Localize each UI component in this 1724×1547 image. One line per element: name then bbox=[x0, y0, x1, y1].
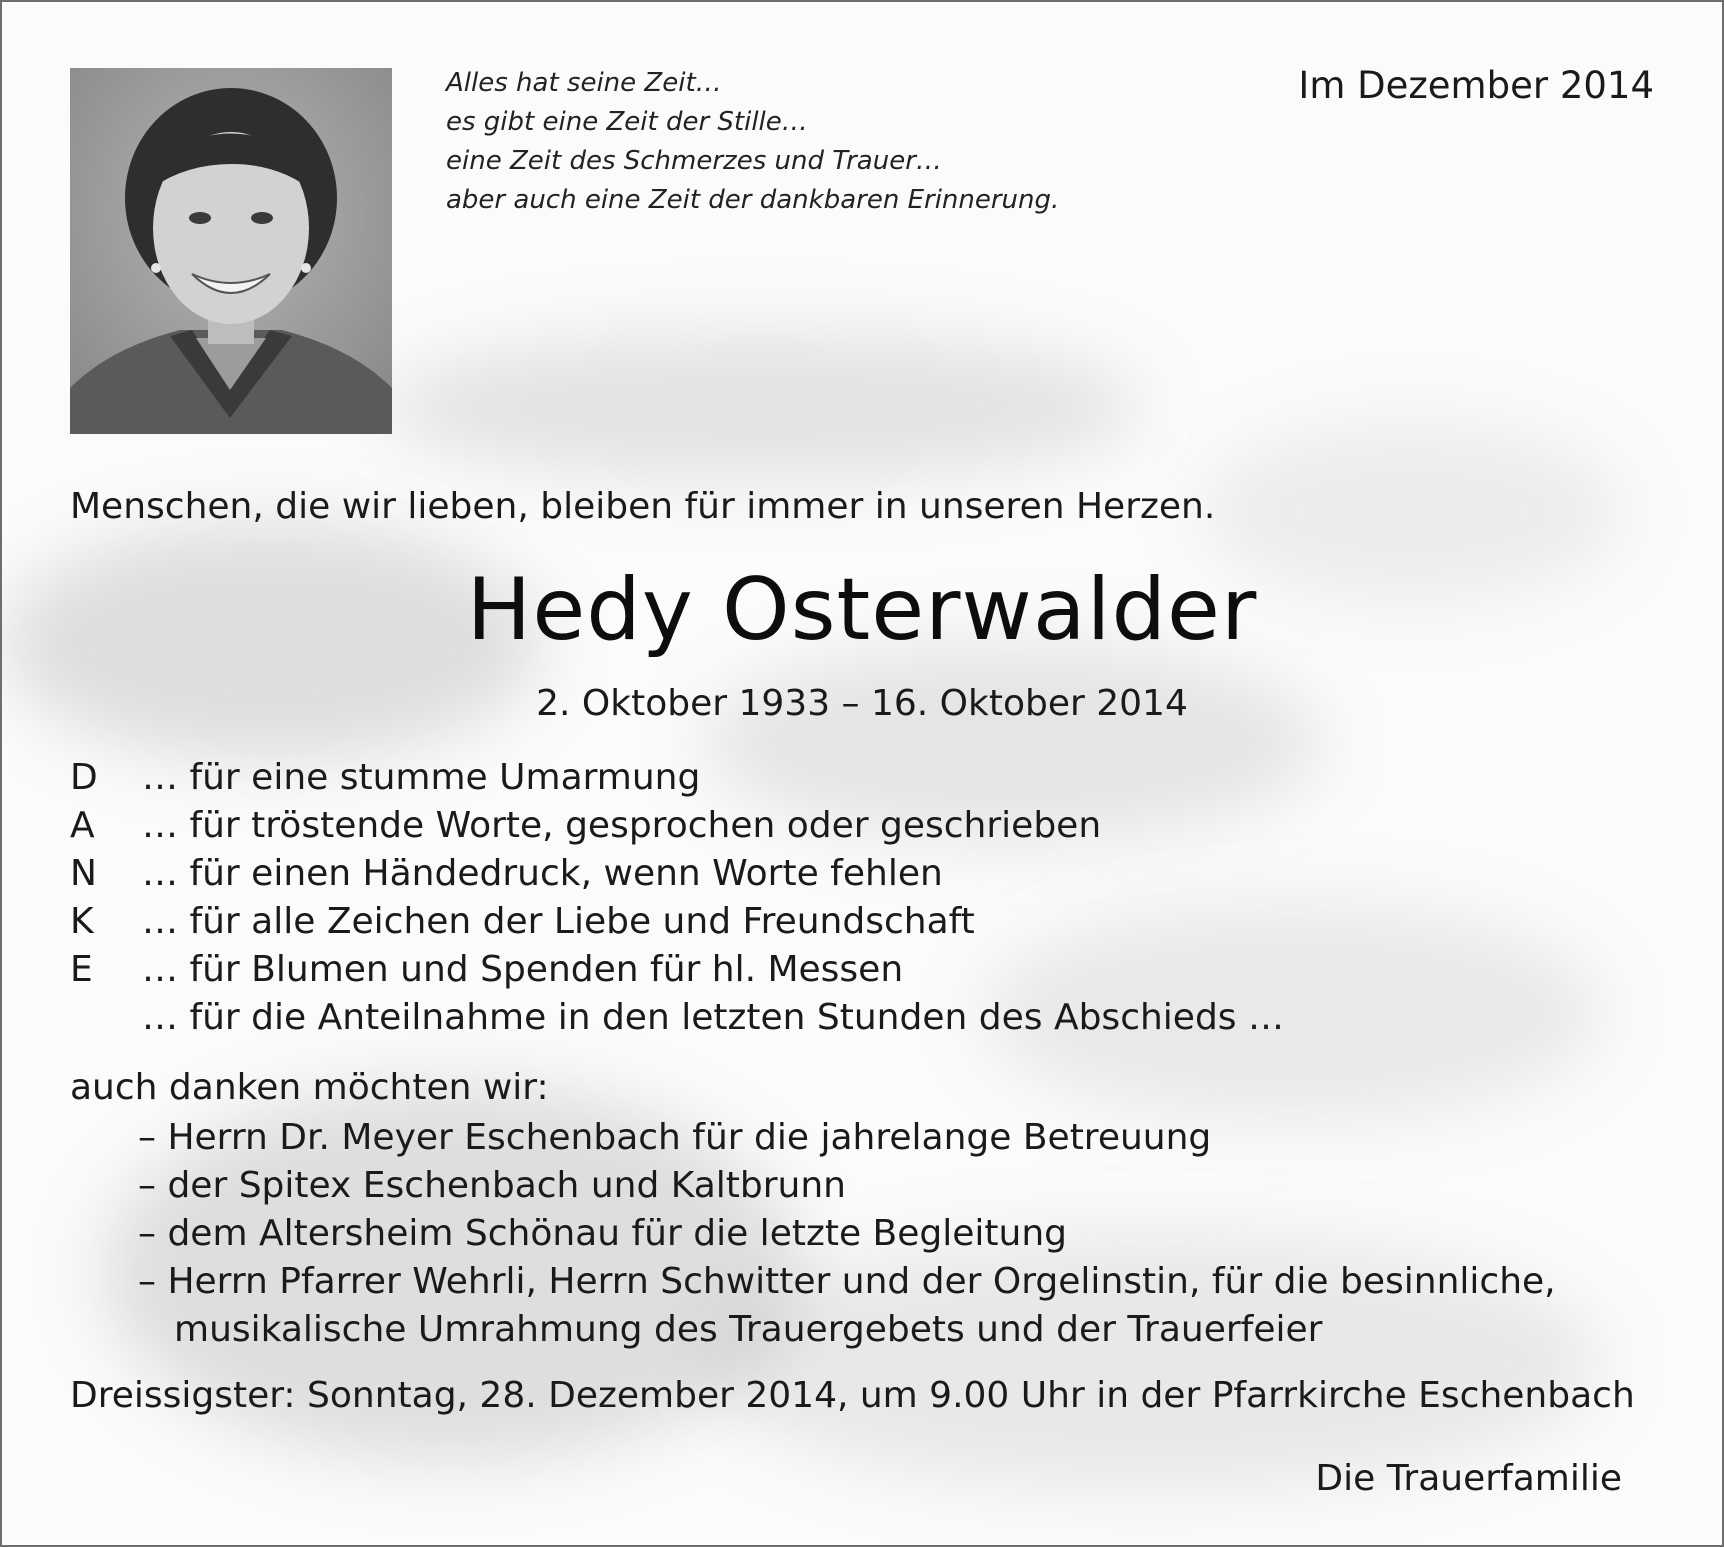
poem-line: eine Zeit des Schmerzes und Trauer… bbox=[446, 146, 942, 176]
memorial-service-info: Dreissigster: Sonntag, 28. Dezember 2014, um 9.00 Uhr in der Pfarrkirche Eschenbach bbox=[70, 1375, 1635, 1416]
danke-text: … für einen Händedruck, wenn Worte fehlen bbox=[142, 853, 943, 894]
danke-letter: D bbox=[70, 757, 98, 798]
danke-text: … für die Anteilnahme in den letzten Stunden des Abschieds … bbox=[142, 997, 1284, 1038]
thanks-item: – Herrn Pfarrer Wehrli, Herrn Schwitter und der Orgelinstin, für die besinnliche, bbox=[138, 1261, 1556, 1302]
danke-letter: A bbox=[70, 805, 95, 846]
thanks-item: – der Spitex Eschenbach und Kaltbrunn bbox=[138, 1165, 846, 1206]
danke-text: … für alle Zeichen der Liebe und Freundschaft bbox=[142, 901, 975, 942]
portrait-photo bbox=[70, 68, 392, 434]
thanks-item: – Herrn Dr. Meyer Eschenbach für die jahrelange Betreuung bbox=[138, 1117, 1212, 1158]
danke-text: … für eine stumme Umarmung bbox=[142, 757, 701, 798]
motto: Menschen, die wir lieben, bleiben für immer in unseren Herzen. bbox=[70, 486, 1216, 527]
poem-line: es gibt eine Zeit der Stille… bbox=[446, 107, 808, 137]
life-dates: 2. Oktober 1933 – 16. Oktober 2014 bbox=[536, 683, 1188, 724]
deceased-name: Hedy Osterwalder bbox=[466, 560, 1258, 660]
danke-letter: N bbox=[70, 853, 97, 894]
thanks-intro: auch danken möchten wir: bbox=[70, 1067, 549, 1108]
thanks-item: – dem Altersheim Schönau für die letzte Begleitung bbox=[138, 1213, 1068, 1254]
danke-letter: K bbox=[70, 901, 94, 942]
thanks-item-continuation: musikalische Umrahmung des Trauergebets und der Trauerfeier bbox=[174, 1309, 1323, 1350]
poem-line: Alles hat seine Zeit… bbox=[446, 68, 722, 98]
signature: Die Trauerfamilie bbox=[1315, 1458, 1622, 1499]
danke-letter: E bbox=[70, 949, 93, 990]
danke-text: … für Blumen und Spenden für hl. Messen bbox=[142, 949, 904, 990]
portrait-illustration bbox=[70, 68, 392, 434]
thanks-list bbox=[138, 1114, 1556, 1354]
publication-date: Im Dezember 2014 bbox=[1298, 64, 1654, 107]
poem-line: aber auch eine Zeit der dankbaren Erinnerung. bbox=[446, 185, 1060, 215]
background-shade bbox=[382, 332, 1142, 482]
poem bbox=[446, 64, 1059, 220]
danke-text: … für tröstende Worte, gesprochen oder geschrieben bbox=[142, 805, 1102, 846]
